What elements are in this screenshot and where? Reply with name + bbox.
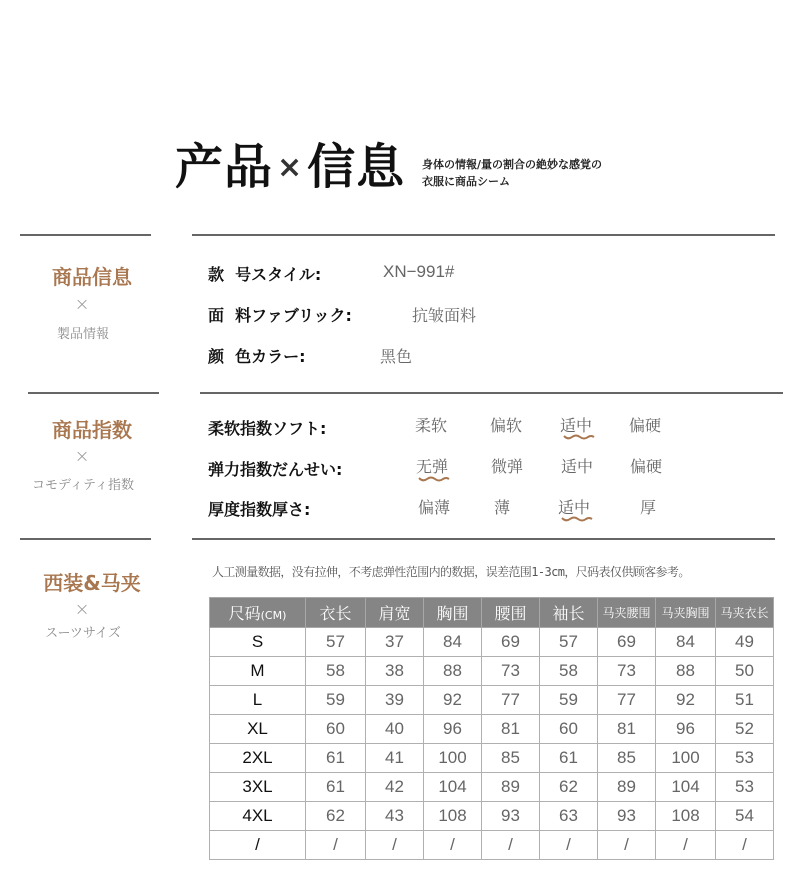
measurement-note: 人工测量数据，没有拉伸，不考虑弹性范围内的数据，误差范围1-3cm，尺码表仅供顾客参考。 bbox=[212, 565, 690, 579]
header-sleeve: 袖长 bbox=[540, 598, 598, 628]
measurement-cell: 51 bbox=[716, 686, 774, 715]
measurement-cell: 77 bbox=[482, 686, 540, 715]
measurement-cell: 61 bbox=[306, 744, 366, 773]
divider bbox=[20, 538, 151, 540]
measurement-cell: / bbox=[540, 831, 598, 860]
index-option: 厚 bbox=[640, 498, 657, 517]
measurement-cell: 88 bbox=[656, 657, 716, 686]
measurement-cell: 61 bbox=[540, 744, 598, 773]
info-label-color: 颜 色カラー: bbox=[208, 347, 306, 366]
info-label-fabric: 面 料ファブリック: bbox=[208, 306, 352, 325]
measurement-cell: 62 bbox=[540, 773, 598, 802]
measurement-cell: 96 bbox=[424, 715, 482, 744]
measurement-cell: 57 bbox=[306, 628, 366, 657]
measurement-cell: 57 bbox=[540, 628, 598, 657]
size-label-cell: L bbox=[210, 686, 306, 715]
hero-title-separator: × bbox=[277, 149, 304, 185]
selected-wave-marker bbox=[418, 475, 450, 483]
index-option: 微弹 bbox=[491, 457, 524, 476]
measurement-cell: 81 bbox=[598, 715, 656, 744]
divider bbox=[200, 392, 783, 394]
measurement-cell: / bbox=[716, 831, 774, 860]
index-label-soft: 柔软指数ソフト: bbox=[208, 419, 327, 438]
index-label-thickness: 厚度指数厚さ: bbox=[208, 500, 311, 519]
measurement-cell: 40 bbox=[366, 715, 424, 744]
section-sep-size: × bbox=[74, 599, 90, 620]
index-option: 偏薄 bbox=[418, 498, 451, 517]
measurement-cell: 85 bbox=[482, 744, 540, 773]
selected-wave-marker bbox=[563, 433, 595, 441]
size-label-cell: M bbox=[210, 657, 306, 686]
divider bbox=[28, 392, 159, 394]
size-label-cell: 3XL bbox=[210, 773, 306, 802]
header-shoulder: 肩宽 bbox=[366, 598, 424, 628]
measurement-cell: 92 bbox=[424, 686, 482, 715]
index-option: 适中 bbox=[561, 457, 594, 476]
measurement-cell: 92 bbox=[656, 686, 716, 715]
info-value-fabric: 抗皱面料 bbox=[412, 306, 477, 325]
measurement-cell: 108 bbox=[656, 802, 716, 831]
measurement-cell: 69 bbox=[482, 628, 540, 657]
header-size-label: 尺码 bbox=[228, 604, 261, 623]
measurement-cell: 59 bbox=[306, 686, 366, 715]
measurement-cell: 84 bbox=[424, 628, 482, 657]
measurement-cell: 49 bbox=[716, 628, 774, 657]
table-row bbox=[210, 773, 774, 802]
measurement-cell: / bbox=[366, 831, 424, 860]
measurement-cell: / bbox=[424, 831, 482, 860]
section-sep-info: × bbox=[74, 294, 90, 315]
hero-title-right: 信息 bbox=[307, 139, 406, 195]
index-option: 偏硬 bbox=[630, 457, 663, 476]
measurement-cell: 58 bbox=[306, 657, 366, 686]
measurement-cell: 53 bbox=[716, 773, 774, 802]
measurement-cell: 69 bbox=[598, 628, 656, 657]
table-row bbox=[210, 628, 774, 657]
measurement-cell: 77 bbox=[598, 686, 656, 715]
measurement-cell: 53 bbox=[716, 744, 774, 773]
measurement-cell: 59 bbox=[540, 686, 598, 715]
index-option-selected: 无弹 bbox=[416, 457, 449, 476]
section-subtitle-index: コモディティ指数 bbox=[32, 478, 134, 493]
hero-title-left: 产品 bbox=[175, 139, 274, 195]
header-waist: 腰围 bbox=[482, 598, 540, 628]
header-vest-waist: 马夹腰围 bbox=[598, 598, 656, 628]
hero-title bbox=[175, 138, 405, 200]
measurement-cell: 93 bbox=[598, 802, 656, 831]
header-chest: 胸围 bbox=[424, 598, 482, 628]
table-row bbox=[210, 715, 774, 744]
header-size-unit: (CM) bbox=[260, 609, 287, 622]
size-label-cell: S bbox=[210, 628, 306, 657]
info-value-style: XN−991# bbox=[383, 262, 455, 281]
section-title-size: 西装&马夹 bbox=[43, 571, 141, 595]
measurement-cell: 37 bbox=[366, 628, 424, 657]
measurement-cell: / bbox=[598, 831, 656, 860]
table-row bbox=[210, 744, 774, 773]
measurement-cell: 93 bbox=[482, 802, 540, 831]
measurement-cell: 42 bbox=[366, 773, 424, 802]
measurement-cell: 73 bbox=[482, 657, 540, 686]
measurement-cell: 58 bbox=[540, 657, 598, 686]
measurement-cell: 41 bbox=[366, 744, 424, 773]
measurement-cell: / bbox=[306, 831, 366, 860]
measurement-cell: 38 bbox=[366, 657, 424, 686]
section-subtitle-size: スーツサイズ bbox=[45, 626, 121, 641]
index-label-elastic: 弹力指数だんせい: bbox=[208, 460, 343, 479]
measurement-cell: 62 bbox=[306, 802, 366, 831]
measurement-cell: 89 bbox=[482, 773, 540, 802]
measurement-cell: 85 bbox=[598, 744, 656, 773]
measurement-cell: 88 bbox=[424, 657, 482, 686]
measurement-cell: 39 bbox=[366, 686, 424, 715]
measurement-cell: 50 bbox=[716, 657, 774, 686]
table-row bbox=[210, 657, 774, 686]
table-header-row bbox=[210, 598, 774, 628]
section-title-index: 商品指数 bbox=[52, 418, 132, 442]
measurement-cell: 81 bbox=[482, 715, 540, 744]
measurement-cell: 100 bbox=[656, 744, 716, 773]
measurement-cell: 84 bbox=[656, 628, 716, 657]
index-option: 薄 bbox=[494, 498, 511, 517]
selected-wave-marker bbox=[561, 515, 593, 523]
size-label-cell: XL bbox=[210, 715, 306, 744]
divider bbox=[192, 538, 775, 540]
header-vest-length: 马夹衣长 bbox=[716, 598, 774, 628]
measurement-cell: 43 bbox=[366, 802, 424, 831]
header-length: 衣长 bbox=[306, 598, 366, 628]
index-option-selected: 适中 bbox=[558, 498, 591, 517]
index-option: 偏硬 bbox=[629, 416, 662, 435]
size-label-cell: 4XL bbox=[210, 802, 306, 831]
measurement-cell: 54 bbox=[716, 802, 774, 831]
table-row bbox=[210, 831, 774, 860]
measurement-cell: 52 bbox=[716, 715, 774, 744]
measurement-cell: 96 bbox=[656, 715, 716, 744]
index-option: 偏软 bbox=[490, 416, 523, 435]
divider bbox=[192, 234, 775, 236]
section-title-info: 商品信息 bbox=[52, 265, 132, 289]
size-label-cell: / bbox=[210, 831, 306, 860]
divider bbox=[20, 234, 151, 236]
measurement-cell: / bbox=[482, 831, 540, 860]
table-row bbox=[210, 802, 774, 831]
hero-subtitle-line1: 身体の情報/量の割合の絶妙な感覚の bbox=[422, 158, 603, 171]
table-row bbox=[210, 686, 774, 715]
measurement-cell: 100 bbox=[424, 744, 482, 773]
measurement-cell: / bbox=[656, 831, 716, 860]
section-subtitle-info: 製品情報 bbox=[56, 327, 109, 342]
info-label-style: 款 号スタイル: bbox=[208, 265, 322, 284]
measurement-cell: 104 bbox=[424, 773, 482, 802]
info-value-color: 黑色 bbox=[380, 347, 413, 366]
hero-subtitle bbox=[422, 156, 602, 190]
measurement-cell: 89 bbox=[598, 773, 656, 802]
measurement-cell: 108 bbox=[424, 802, 482, 831]
measurement-cell: 63 bbox=[540, 802, 598, 831]
size-table bbox=[209, 597, 774, 860]
measurement-cell: 73 bbox=[598, 657, 656, 686]
measurement-cell: 104 bbox=[656, 773, 716, 802]
measurement-cell: 60 bbox=[306, 715, 366, 744]
hero-subtitle-line2: 衣服に商品シーム bbox=[422, 175, 510, 188]
header-vest-chest: 马夹胸围 bbox=[656, 598, 716, 628]
index-option: 柔软 bbox=[415, 416, 448, 435]
measurement-cell: 60 bbox=[540, 715, 598, 744]
index-option-selected: 适中 bbox=[560, 416, 593, 435]
section-sep-index: × bbox=[74, 446, 90, 467]
size-label-cell: 2XL bbox=[210, 744, 306, 773]
measurement-cell: 61 bbox=[306, 773, 366, 802]
header-size bbox=[210, 598, 306, 628]
